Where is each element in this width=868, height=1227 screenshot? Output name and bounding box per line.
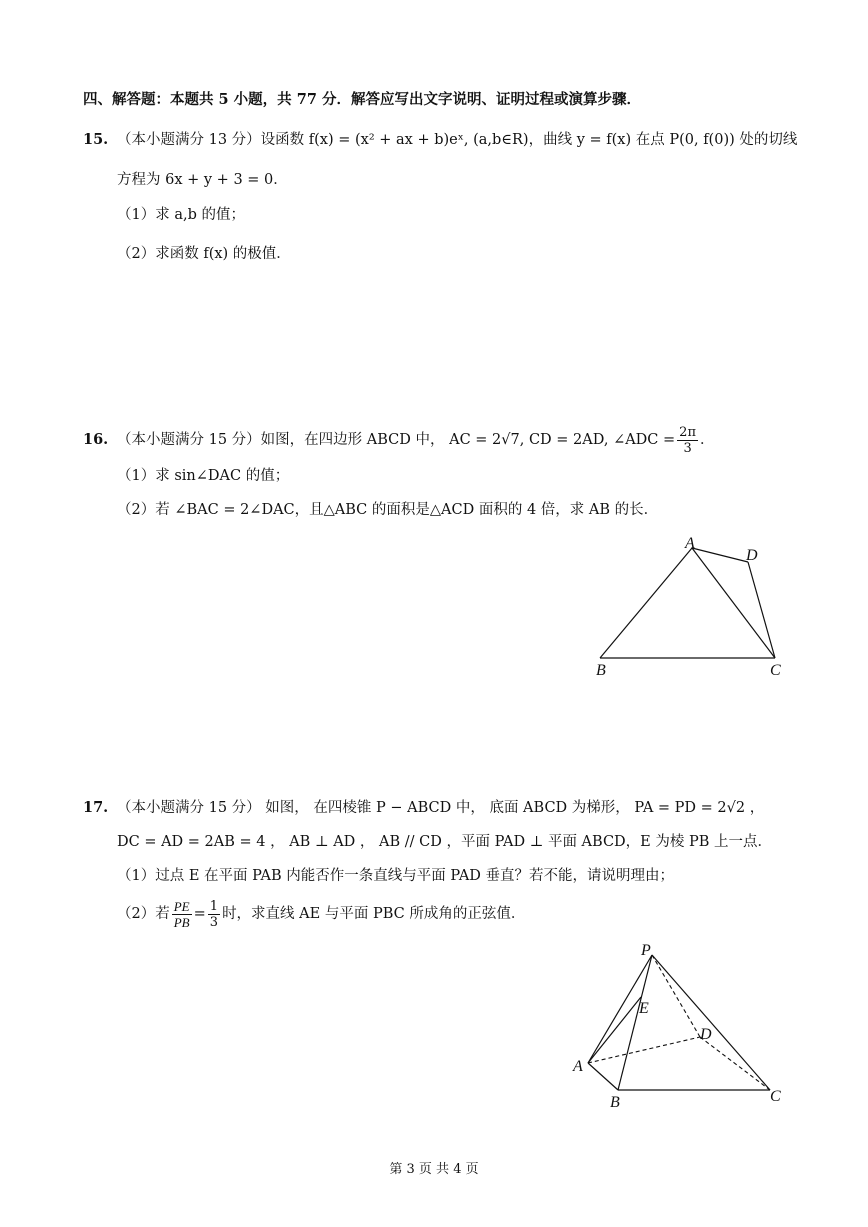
q16-part1: （1）求 sin∠DAC 的值； xyxy=(117,468,290,484)
q15-part1: （1）求 a,b 的值； xyxy=(117,207,245,223)
q17-frac-num: PE xyxy=(173,898,190,914)
q15-line2: 方程为 6x + y + 3 = 0． xyxy=(117,172,288,188)
q17-edge-ad-hidden xyxy=(588,1037,700,1063)
q16-fraction xyxy=(677,425,698,456)
q17-label-c: C xyxy=(770,1088,781,1105)
q17-frac2-den: 3 xyxy=(209,914,219,930)
q17-edge-pc xyxy=(652,955,770,1090)
q17-frac-den: PB xyxy=(173,914,190,930)
q17-part2 xyxy=(117,896,525,932)
q16-part2: （2）若 ∠BAC = 2∠DAC，且△ABC 的面积是△ACD 面积的 4 倍，求 AB 的长． xyxy=(117,502,659,518)
q17-pyramid-figure xyxy=(565,935,795,1115)
q17-text1: （本小题满分 15 分） 如图， 在四棱锥 P − ABCD 中， 底面 ABCD 为梯形， PA = PD = 2√2 ， xyxy=(117,800,765,816)
q16-line1 xyxy=(83,424,715,456)
q15-line1 xyxy=(83,130,797,150)
q16-number: 16. xyxy=(83,431,109,448)
q16-quadrilateral-figure xyxy=(585,530,795,685)
q17-label-a: A xyxy=(573,1058,583,1075)
q17-edge-pb xyxy=(618,955,652,1090)
q16-label-a: A xyxy=(685,535,695,552)
q17-part2-post: 时，求直线 AE 与平面 PBC 所成角的正弦值． xyxy=(222,906,526,922)
q17-fraction-one-third xyxy=(208,899,220,930)
q17-label-p: P xyxy=(641,942,651,959)
q17-number: 17. xyxy=(83,799,109,816)
q16-label-c: C xyxy=(770,662,781,679)
q17-label-e: E xyxy=(639,1000,649,1017)
q17-label-b: B xyxy=(610,1094,620,1111)
q17-label-d: D xyxy=(700,1026,712,1043)
q17-line2: DC = AD = 2AB = 4 ， AB ⊥ AD ， AB // CD ，平面 PAD ⊥ 平面 ABCD，E 为棱 PB 上一点． xyxy=(117,834,772,850)
q15-part2: （2）求函数 f(x) 的极值． xyxy=(117,246,291,262)
section-header: 四、解答题：本题共 5 小题，共 77 分．解答应写出文字说明、证明过程或演算步骤． xyxy=(83,91,641,108)
q16-text1-end: ． xyxy=(700,432,715,448)
q16-frac-den: 3 xyxy=(683,440,692,456)
q16-frac-num: 2π xyxy=(679,424,696,440)
q17-fraction-pe-pb xyxy=(172,899,192,930)
q17-edge-pd-hidden xyxy=(652,955,700,1037)
q17-edge-ab xyxy=(588,1063,618,1090)
q17-frac2-num: 1 xyxy=(209,898,219,914)
q15-text1: （本小题满分 13 分）设函数 f(x) = (x² + ax + b)eˣ, (a,b∈R)，曲线 y = f(x) 在点 P(0, f(0)) 处的切线 xyxy=(117,132,798,148)
q16-edge-dc xyxy=(748,562,775,658)
q16-edge-ab xyxy=(600,548,692,658)
q16-text1: （本小题满分 15 分）如图，在四边形 ABCD 中， AC = 2√7, CD = 2AD, ∠ADC = xyxy=(117,432,676,448)
page-footer: 第 3 页 共 4 页 xyxy=(389,1162,479,1177)
q16-label-b: B xyxy=(596,662,606,679)
q17-part2-pre: （2）若 xyxy=(117,906,170,922)
q17-eq: = xyxy=(193,906,206,922)
q15-number: 15. xyxy=(83,131,109,148)
q17-line1 xyxy=(83,798,764,818)
q16-edge-ac xyxy=(692,548,775,658)
q17-edge-dc-hidden xyxy=(700,1037,770,1090)
q16-label-d: D xyxy=(746,547,758,564)
q17-part1: （1）过点 E 在平面 PAB 内能否作一条直线与平面 PAD 垂直？若不能，请说明理由； xyxy=(117,868,675,884)
